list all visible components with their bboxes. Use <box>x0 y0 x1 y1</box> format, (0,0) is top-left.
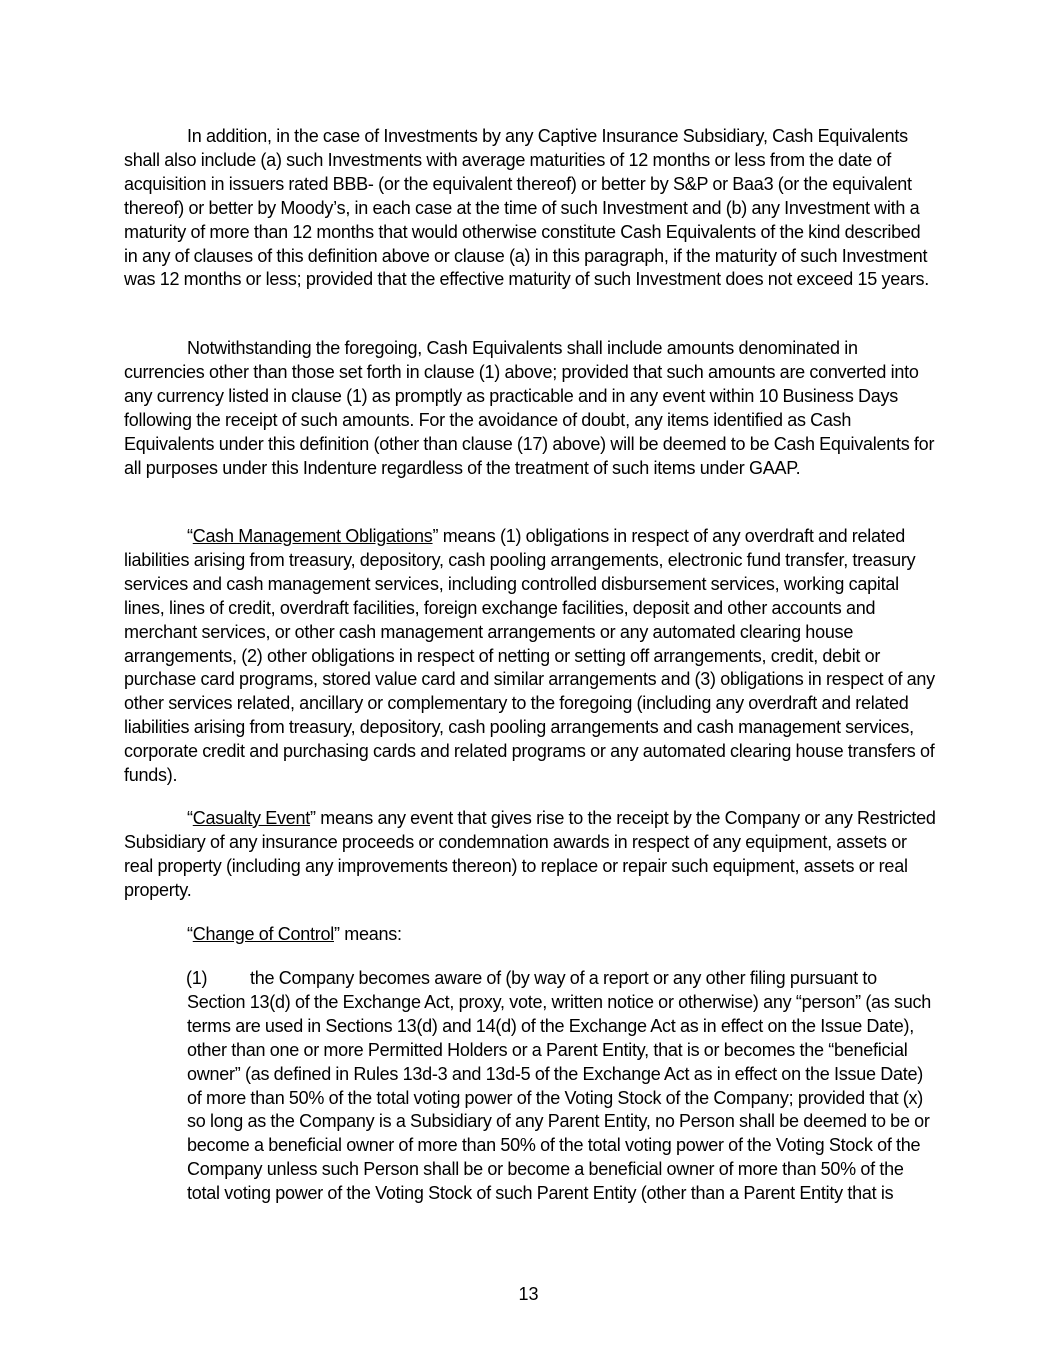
open-quote: “ <box>187 808 193 828</box>
change-of-control-clause-1 <box>187 967 933 1206</box>
defined-term: Change of Control <box>192 924 334 944</box>
open-quote: “ <box>187 924 193 944</box>
paragraph-text: Notwithstanding the foregoing, Cash Equivalents shall include amounts denominated in currencies other than those set forth in clause (1) above; provided that such amounts are converted into any currency listed in clause (1) as promptly as practicable and in any event within 10 Business Days following the receipt of such amounts. For the avoidance of doubt, any items identified as Cash Equivalents under this definition (other than clause (17) above) will be deemed to be Cash Equivalents for all purposes under this Indenture regardless of the treatment of such items under GAAP. <box>124 338 935 478</box>
definition-casualty-event <box>124 807 936 903</box>
defined-term: Cash Management Obligations <box>192 526 433 546</box>
page-number: 13 <box>518 1284 539 1304</box>
definition-body: ” means any event that gives rise to the receipt by the Company or any Restricted Subsidiary of any insurance proceeds or condemnation awards in respect of any equipment, assets or real property (including any improvements thereon) to replace or repair such equipment, assets or real property. <box>124 808 936 900</box>
defined-term: Casualty Event <box>192 808 311 828</box>
definition-cash-management-obligations <box>124 525 936 788</box>
definition-change-of-control <box>124 923 936 947</box>
open-quote: “ <box>187 526 193 546</box>
clause-number: (1) <box>186 968 208 988</box>
definition-body: ” means (1) obligations in respect of any overdraft and related liabilities arising from treasury, depository, cash pooling arrangements, electronic fund transfer, treasury services and cash management services, including controlled disbursement services, working capital lines, lines of credit, overdraft facilities, foreign exchange facilities, deposit and other accounts and merchant services, or other cash management arrangements or any automated clearing house arrangements, (2) other obligations in respect of netting or setting off arrangements, credit, debit or purchase card programs, stored value card and similar arrangements and (3) obligations in respect of any other services related, ancillary or complementary to the foregoing (including any overdraft and related liabilities arising from treasury, depository, cash pooling arrangements and cash management services, corporate credit and purchasing cards and related programs or any automated clearing house transfers of funds). <box>124 526 935 786</box>
paragraph-notwithstanding <box>124 337 936 480</box>
definition-body: ” means: <box>334 924 402 944</box>
paragraph-text: In addition, in the case of Investments by any Captive Insurance Subsidiary, Cash Equivalents shall also include (a) such Investments with average maturities of 12 months or less from the date of acquisition in issuers rated BBB- (or the equivalent thereof) or better by S&P or Baa3 (or the equivalent thereof) or better by Moody’s, in each case at the time of such Investment and (b) any Investment with a maturity of more than 12 months that would otherwise constitute Cash Equivalents of the kind described in any of clauses of this definition above or clause (a) in this paragraph, if the maturity of such Investment was 12 months or less; provided that the effective maturity of such Investment does not exceed 15 years. <box>124 126 930 290</box>
paragraph-captive-insurance-investments <box>124 125 936 292</box>
clause-text: the Company becomes aware of (by way of a report or any other filing pursuant to Section 13(d) of the Exchange Act, proxy, vote, written notice or otherwise) any “person” (as such terms are used in Sections 13(d) and 14(d) of the Exchange Act as in effect on the Issue Date), other than one or more Permitted Holders or a Parent Entity, that is or becomes the “beneficial owner” (as defined in Rules 13d-3 and 13d-5 of the Exchange Act as in effect on the Issue Date) of more than 50% of the total voting power of the Voting Stock of the Company; provided that (x) so long as the Company is a Subsidiary of any Parent Entity, no Person shall be deemed to be or become a beneficial owner of more than 50% of the total voting power of the Voting Stock of the Company unless such Person shall be or become a beneficial owner of more than 50% of the total voting power of the Voting Stock of such Parent Entity (other than a Parent Entity that is <box>187 968 932 1204</box>
